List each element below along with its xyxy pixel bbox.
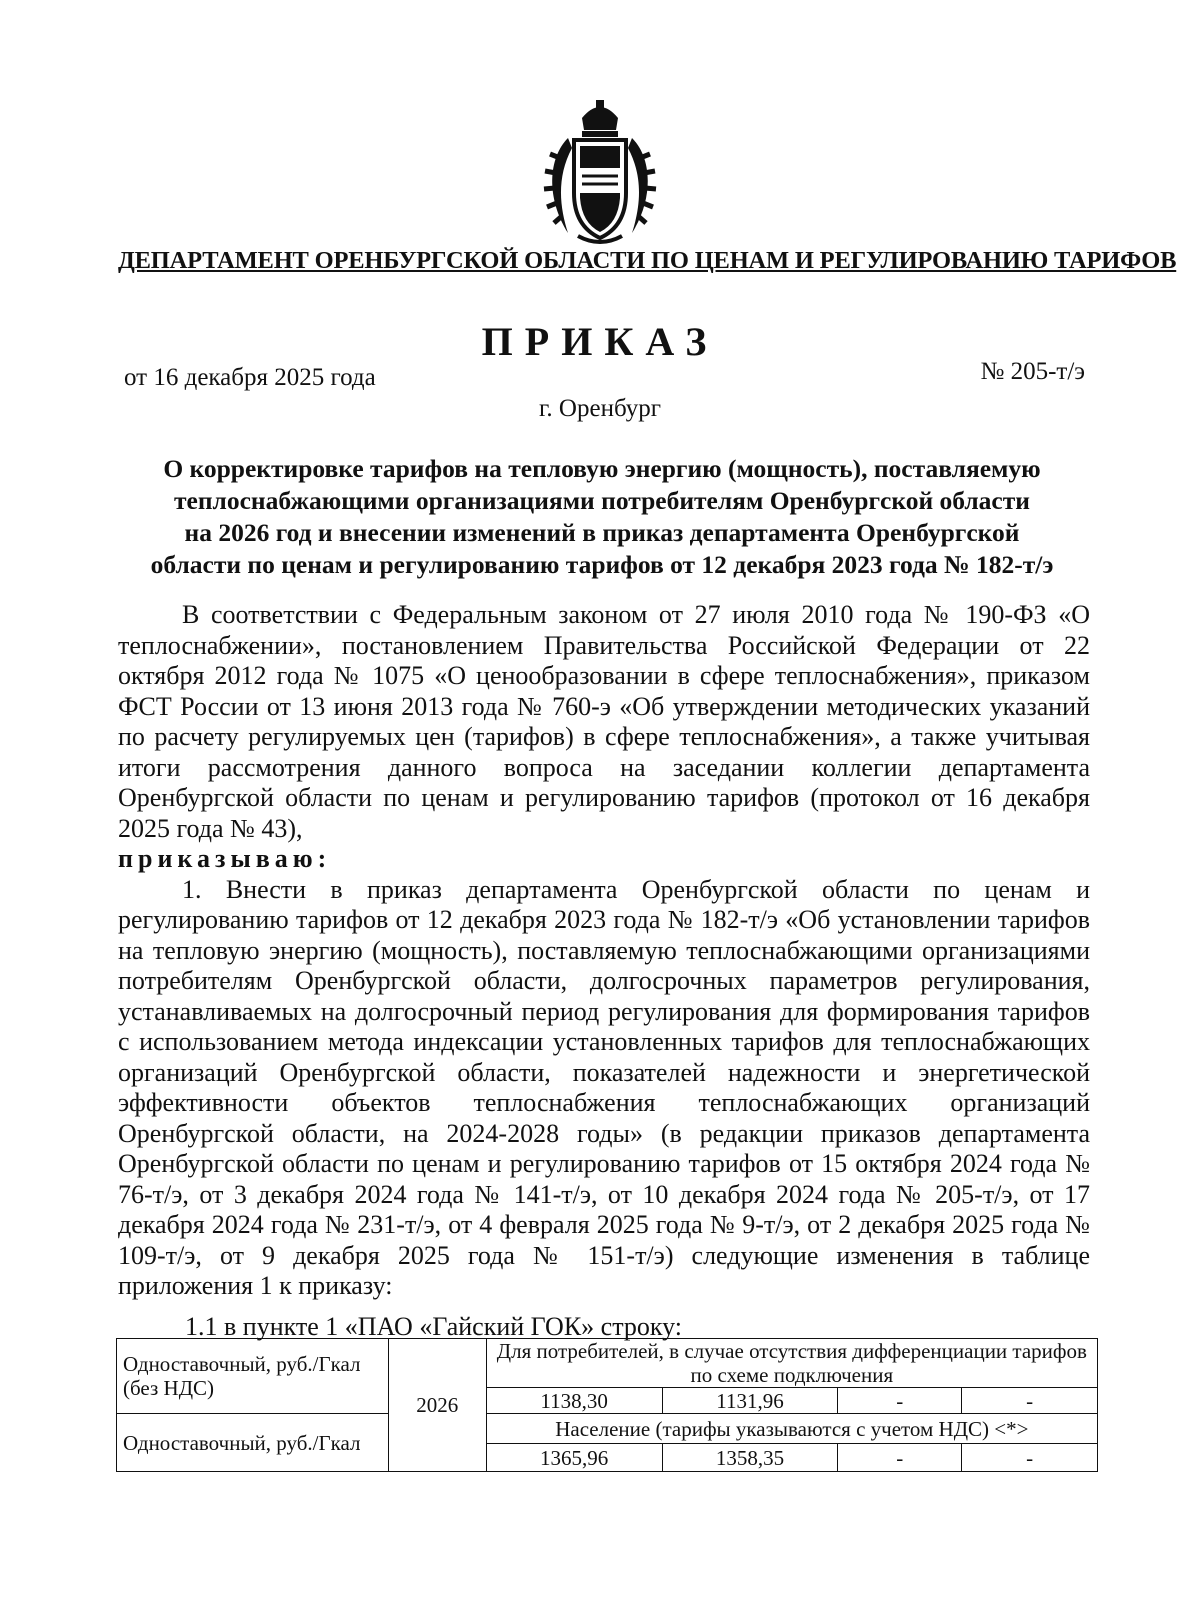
coat-of-arms-icon [538,98,662,248]
value-cell: 1131,96 [662,1388,838,1414]
order-word: приказываю: [118,844,332,873]
row2-label: Одноставочный, руб./Гкал [117,1414,389,1472]
header-consumers: Для потребителей, в случае отсутствия дифференциации тарифов по схеме подключения [486,1339,1097,1388]
order-body [118,600,1090,1302]
value-cell: 1138,30 [486,1388,662,1414]
title-line: на 2026 год и внесении изменений в приказ департамента Оренбургской [184,518,1020,547]
order-date: от 16 декабря 2025 года [124,364,376,391]
value-cell: - [838,1444,962,1472]
value-cell: - [838,1388,962,1414]
preamble-paragraph: В соответствии с Федеральным законом от 27 июля 2010 года № 190-ФЗ «О теплоснабжении», постановлением Правительства Российской Федерации от 22 октября 2012 года № 1075 «О ценообразовании в сфере теплоснабжения», приказом ФСТ России от 13 июня 2013 года № 760-э «Об утверждении методических указаний по расчету регулируемых цен (тарифов) в сфере теплоснабжения», а также учитывая итоги рассмотрения данного вопроса на заседании коллегии департамента Оренбургской области по ценам и регулированию тарифов (протокол от 16 декабря 2025 года № 43), [118,600,1090,843]
item-1-paragraph: 1. Внести в приказ департамента Оренбургской области по ценам и регулированию тарифов от 12 декабря 2023 года № 182-т/э «Об установлении тарифов на тепловую энергию (мощность), поставляемую теплоснабжающими организациями потребителям Оренбургской области, долгосрочных параметров регулирования, устанавливаемых на долгосрочный период регулирования для формирования тарифов с использованием метода индексации установленных тарифов для теплоснабжающих организаций Оренбургской области, показателей надежности и энергетической эффективности объектов теплоснабжения теплоснабжающих организаций Оренбургской области, на 2024-2028 годы» (в редакции приказов департамента Оренбургской области по ценам и регулированию тарифов от 15 октября 2024 года № 76-т/э, от 3 декабря 2024 года № 141-т/э, от 10 декабря 2024 года № 205-т/э, от 17 декабря 2024 года № 231-т/э, от 4 февраля 2025 года № 9-т/э, от 2 декабря 2025 года № 109-т/э, от 9 декабря 2025 года № 151-т/э) следующие изменения в таблице приложения 1 к приказу: [118,874,1090,1300]
department-heading: ДЕПАРТАМЕНТ ОРЕНБУРГСКОЙ ОБЛАСТИ ПО ЦЕНАМ И РЕГУЛИРОВАНИЮ ТАРИФОВ [118,247,1177,274]
title-line: теплоснабжающими организациями потребителям Оренбургской области [174,486,1030,515]
order-number: № 205-т/э [980,358,1085,385]
value-cell: 1365,96 [486,1444,662,1472]
header-population: Население (тарифы указываются с учетом НДС) <*> [486,1414,1097,1444]
tariff-table [116,1338,1098,1472]
order-title [118,453,1086,581]
row1-label: Одноставочный, руб./Гкал (без НДС) [117,1339,389,1414]
title-line: О корректировке тарифов на тепловую энергию (мощность), поставляемую [163,454,1041,483]
value-cell: - [962,1388,1098,1414]
document-type-title: ПРИКАЗ [481,319,719,364]
value-cell: - [962,1444,1098,1472]
subitem-1-1: 1.1 в пункте 1 «ПАО «Гайский ГОК» строку: [185,1312,683,1341]
year-cell: 2026 [388,1339,486,1472]
title-line: области по ценам и регулированию тарифов от 12 декабря 2023 года № 182-т/э [150,550,1054,579]
value-cell: 1358,35 [662,1444,838,1472]
city-name: г. Оренбург [539,395,661,422]
